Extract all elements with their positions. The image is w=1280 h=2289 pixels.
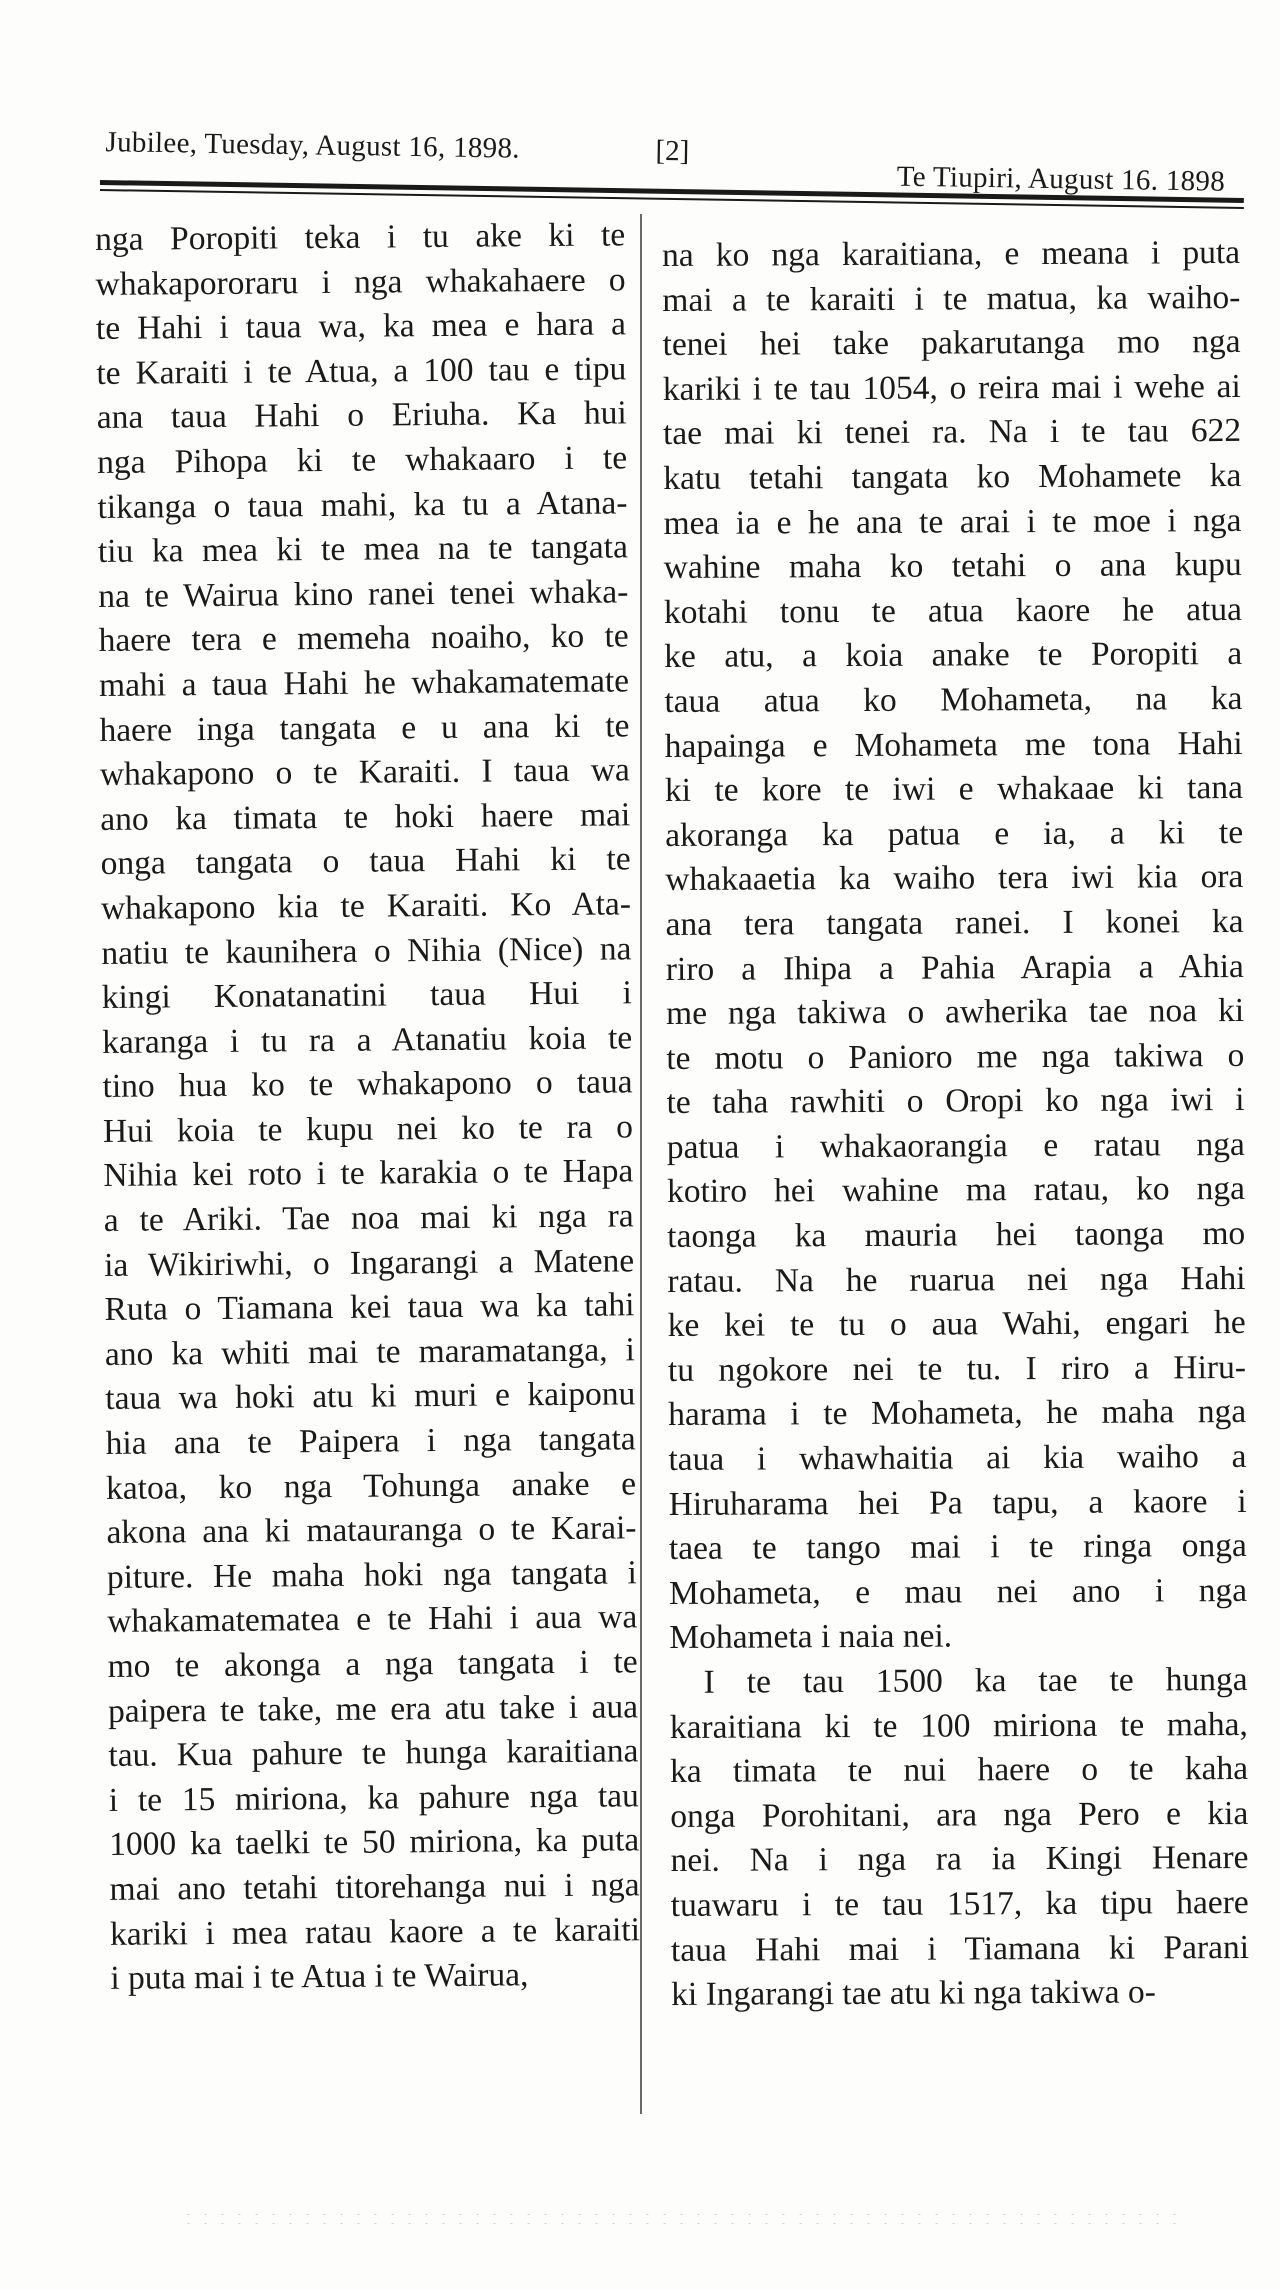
text-line: tae mai ki tenei ra. Na i te tau 622 (662, 412, 1242, 453)
text-line: whakaaetia ka waiho tera iwi kia ora (665, 858, 1244, 899)
text-line: i puta mai i te Atua i te Wairua, (110, 1956, 529, 1998)
text-line: ka timata te nui haere o te kaha (669, 1750, 1249, 1791)
text-line: ke atu, a koia anake te Poropiti a (664, 635, 1243, 676)
text-line: te taha rawhiti o Oropi ko nga iwi i (666, 1081, 1245, 1122)
text-line: whakapono kia te Karaiti. Ko Ata- (100, 885, 632, 927)
text-line: ana tera tangata ranei. I konei ka (665, 902, 1244, 943)
text-line: nga Pihopa ki te whakaaro i te (96, 439, 628, 481)
text-line: hia ana te Paipera i nga tangata (105, 1420, 636, 1462)
text-line: ana taua Hahi o Eriuha. Ka hui (96, 394, 627, 437)
text-line: taonga ka mauria hei taonga mo (667, 1215, 1246, 1256)
text-line: haere inga tangata e u ana ki te (99, 706, 630, 749)
header-date-english: Jubilee, Tuesday, August 16, 1898. (105, 126, 521, 165)
text-line: katu tetahi tangata ko Mohamete ka (663, 456, 1242, 497)
text-line: tikanga o taua mahi, ka tu a Atana- (97, 483, 628, 526)
text-line: nga Poropiti teka i tu ake ki te (95, 216, 626, 258)
text-line: na te Wairua kino ranei tenei whaka- (98, 573, 629, 615)
text-line: taua wa hoki atu ki muri e kaiponu (105, 1375, 636, 1418)
text-line: tau. Kua pahure te hunga karaitiana (108, 1732, 639, 1775)
text-line: I te tau 1500 ka tae te hunga (703, 1660, 1248, 1701)
text-line: mo te akonga a nga tangata i te (107, 1643, 638, 1685)
left-text-column (95, 213, 641, 2001)
text-line: haere tera e memeha noaiho, ko te (98, 617, 629, 660)
text-line: onga tangata o taua Hahi ki te (100, 840, 631, 883)
text-line: kingi Konatanatini taua Hui i (101, 974, 632, 1017)
page-number: [2] (655, 134, 690, 168)
text-line: mea ia e he ana te arai i te moe i nga (663, 501, 1242, 542)
column-divider (640, 214, 642, 2114)
print-speckle (180, 2210, 1180, 2230)
text-line: kotiro hei wahine ma ratau, ko nga (666, 1170, 1246, 1211)
text-line: tuawaru i te tau 1517, ka tipu haere (670, 1883, 1249, 1924)
text-line: ano ka whiti mai te maramatanga, i (104, 1331, 636, 1373)
text-line: riro a Ihipa a Pahia Arapia a Ahia (665, 947, 1244, 988)
text-line: onga Porohitani, ara nga Pero e kia (670, 1794, 1249, 1835)
text-line: karanga i tu ra a Atanatiu koia te (102, 1019, 633, 1061)
header-date-maori: Te Tiupiri, August 16. 1898 (896, 160, 1226, 198)
text-line: mahi a taua Hahi he whakamatemate (98, 662, 630, 704)
text-line: Mohameta, e mau nei ano i nga (669, 1571, 1248, 1612)
text-line: taua i whawhaitia ai kia waiho a (668, 1437, 1247, 1479)
text-line: ki Ingarangi tae atu ki nga takiwa o- (671, 1973, 1156, 2014)
text-line: i te 15 miriona, ka pahure nga tau (108, 1777, 639, 1819)
text-line: te Karaiti i te Atua, a 100 tau e tipu (96, 350, 627, 392)
text-line: kotahi tonu te atua kaore he atua (663, 590, 1243, 631)
text-line: kariki i mea ratau kaore a te karaiti (109, 1910, 641, 1953)
text-line: 1000 ka taelki te 50 miriona, ka puta (109, 1821, 640, 1864)
text-line: harama i te Mohameta, he maha nga (668, 1393, 1247, 1434)
text-line: patua i whakaorangia e ratau nga (666, 1125, 1245, 1166)
text-line: me nga takiwa o awherika tae noa ki (665, 992, 1245, 1033)
text-line: piture. He maha hoki nga tangata i (106, 1554, 638, 1596)
text-line: wahine maha ko tetahi o ana kupu (663, 546, 1242, 587)
page-header (95, 112, 1246, 198)
text-line: na ko nga karaitiana, e meana i puta (662, 233, 1241, 274)
text-line: ratau. Na he ruarua nei nga Hahi (667, 1259, 1246, 1300)
text-line: a te Ariki. Tae noa mai ki nga ra (103, 1197, 634, 1240)
text-line: taua atua ko Mohameta, na ka (664, 679, 1243, 720)
text-line: mai ano tetahi titorehanga nui i nga (109, 1866, 640, 1908)
text-line: taua Hahi mai i Tiamana ki Parani (670, 1928, 1250, 1969)
text-line: whakapono o te Karaiti. I taua wa (99, 751, 630, 794)
text-line: Ruta o Tiamana kei taua wa ka tahi (104, 1286, 635, 1329)
text-line: mai a te karaiti i te matua, ka waiho- (662, 278, 1241, 319)
right-text-column (662, 231, 1249, 2018)
text-line: te motu o Panioro me nga takiwa o (666, 1036, 1245, 1077)
text-line: taea te tango mai i te ringa onga (668, 1527, 1247, 1568)
text-line: katoa, ko nga Tohunga anake e (105, 1464, 637, 1507)
text-line: akona ana ki matauranga o te Karai- (106, 1509, 637, 1552)
text-line: tiu ka mea ki te mea na te tangata (97, 528, 629, 571)
text-line: paipera te take, me era atu take i aua (107, 1687, 639, 1730)
text-line: ki te kore te iwi e whakaae ki tana (664, 769, 1244, 810)
text-line: ia Wikiriwhi, o Ingarangi a Matene (103, 1241, 635, 1284)
text-line: whakapororaru i nga whakahaere o (95, 260, 626, 303)
text-line: ano ka timata te hoki haere mai (100, 796, 631, 838)
text-line: te Hahi i taua wa, ka mea e hara a (95, 305, 627, 348)
text-line: akoranga ka patua e ia, a ki te (665, 813, 1244, 854)
text-line: tenei hei take pakarutanga mo nga (662, 323, 1241, 364)
text-line: whakamatematea e te Hahi i aua wa (107, 1598, 638, 1641)
text-line: nei. Na i nga ra ia Kingi Henare (670, 1839, 1249, 1880)
text-line: Mohameta i naia nei. (669, 1617, 953, 1657)
text-line: ke kei te tu o aua Wahi, engari he (667, 1304, 1246, 1345)
text-line: karaitiana ki te 100 miriona te maha, (669, 1705, 1248, 1746)
text-line: tino hua ko te whakapono o taua (102, 1063, 633, 1106)
text-line: tu ngokore nei te tu. I riro a Hiru- (667, 1348, 1247, 1389)
text-line: hapainga e Mohameta me tona Hahi (664, 724, 1243, 765)
text-line: kariki i te tau 1054, o reira mai i wehe ai (662, 367, 1241, 408)
text-line: natiu te kaunihera o Nihia (Nice) na (101, 929, 632, 972)
text-line: Nihia kei roto i te karakia o te Hapa (103, 1152, 634, 1195)
text-line: Hiruharama hei Pa tapu, a kaore i (668, 1482, 1247, 1523)
text-line: Hui koia te kupu nei ko te ra o (102, 1108, 634, 1150)
